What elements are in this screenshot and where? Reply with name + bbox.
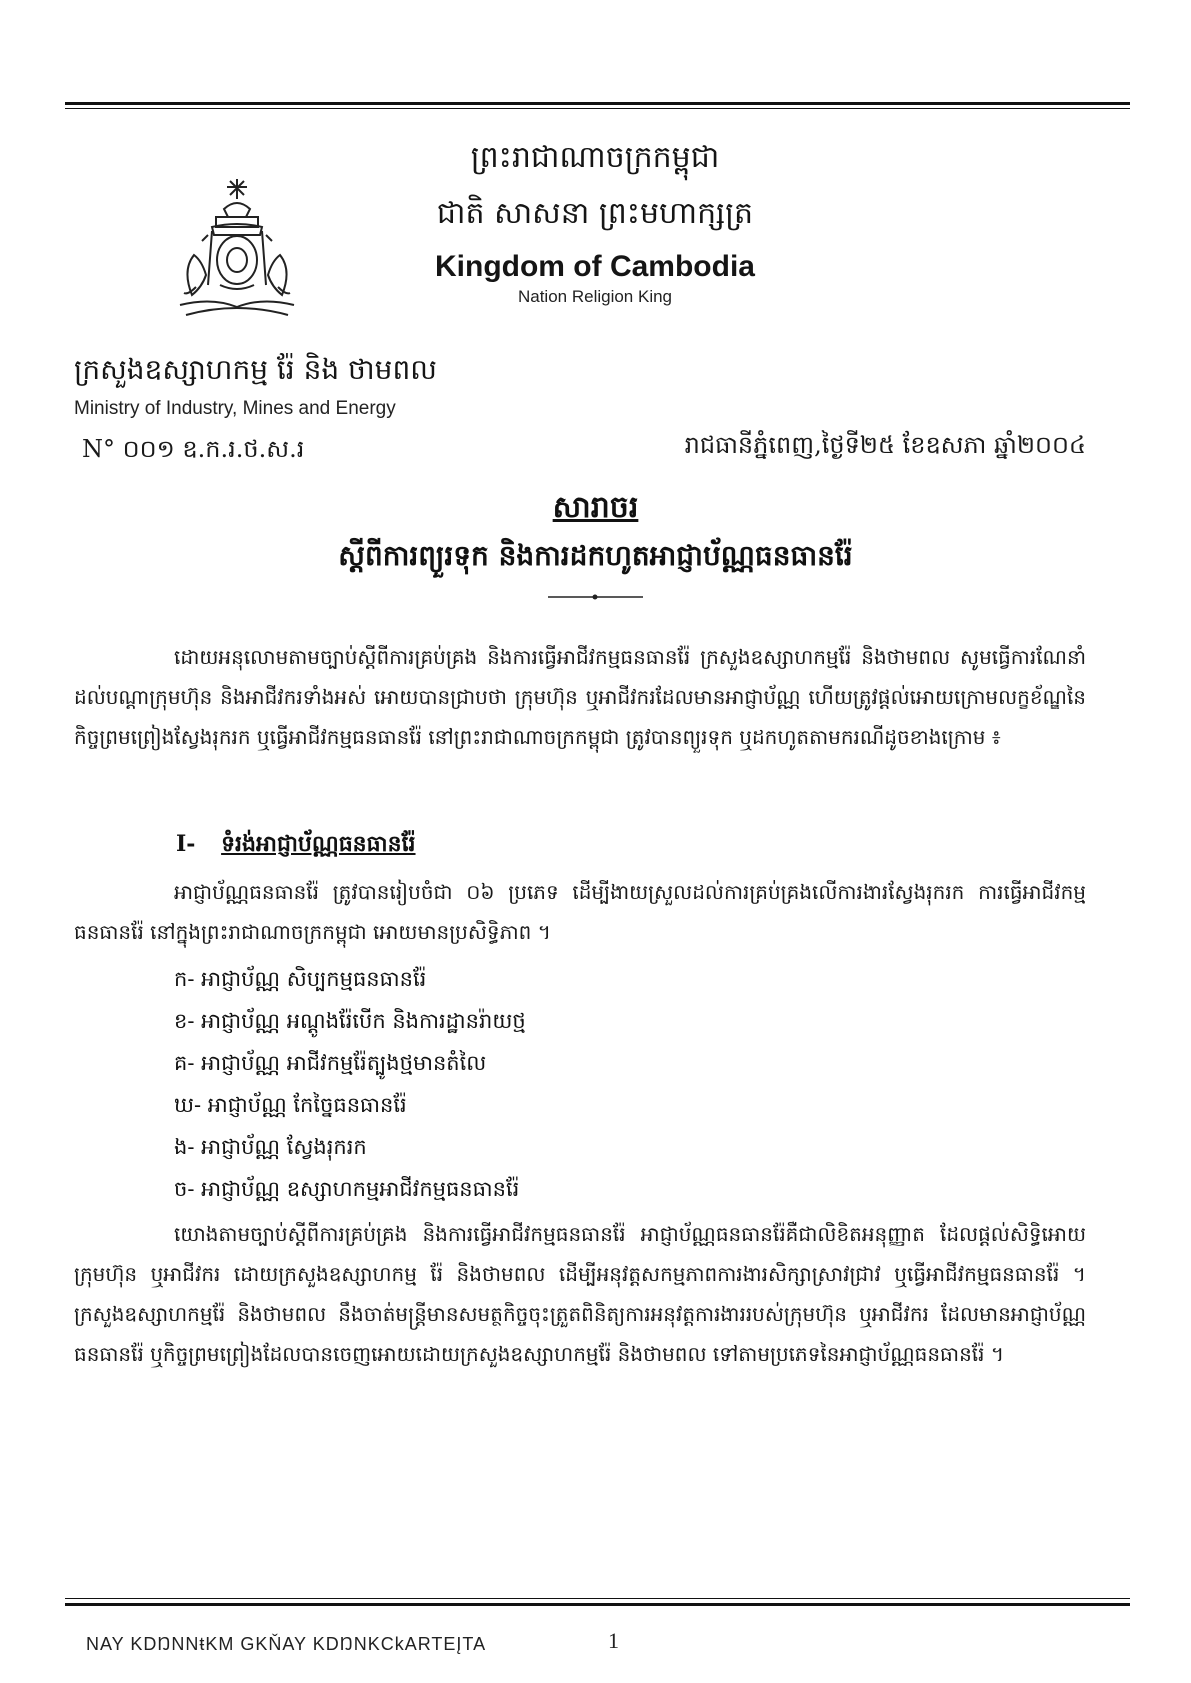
section-paragraph: អាជ្ញាប័ណ្ណធនធានរ៉ែ ត្រូវបានរៀបចំជា ០៦ ប្រភេទ ដើម្បីងាយស្រួលដល់ការគ្រប់គ្រងលើការងារស្វែងរុករក ការធ្វើអាជីវកម្មធនធានរ៉ែ នៅក្នុងព្រះរាជាណាចក្រកម្ពុជា អោយមានប្រសិទ្ធិភាព ។	[74, 880, 1086, 944]
top-rule-thin	[65, 108, 1130, 109]
section-heading	[176, 830, 416, 862]
document-title: សារាចរ	[552, 490, 639, 525]
list-item: ក- អាជ្ញាប័ណ្ណ សិប្បកម្មធនធានរ៉ែ	[174, 967, 427, 991]
list-item: គ- អាជ្ញាប័ណ្ណ អាជីវកម្មរ៉ែត្បូងថ្មមានតំលៃ	[174, 1051, 487, 1075]
list-item: ច- អាជ្ញាប័ណ្ណ ឧស្សាហកម្មអាជីវកម្មធនធានរ៉ែ	[174, 1177, 520, 1201]
reference-number: N° ០០១ ឧ.ក.រ.ថ.ស.រ	[82, 435, 305, 463]
bottom-rule	[65, 1603, 1130, 1606]
page-number: 1	[608, 1628, 619, 1653]
royal-emblem	[172, 175, 302, 325]
license-type-list	[174, 958, 526, 1210]
date-line: រាជធានីភ្នំពេញ,ថ្ងៃទី២៥ ខែឧសភា ឆ្នាំ២០០៤	[684, 431, 1086, 459]
section-title: ទំរង់អាជ្ញាប័ណ្ណធនធានរ៉ែ	[221, 831, 416, 857]
top-rule	[65, 102, 1130, 105]
bottom-rule-thin	[65, 1598, 1130, 1599]
kingdom-title-km: ព្រះរាជាណាចក្រកម្ពុជា	[470, 140, 720, 175]
kingdom-title-en: Kingdom of Cambodia	[435, 250, 755, 283]
closing-paragraph: យោងតាមច្បាប់ស្តីពីការគ្រប់គ្រង និងការធ្វើអាជីវកម្មធនធានរ៉ែ អាជ្ញាប័ណ្ណធនធានរ៉ែគឺជាលិខិតអនុញ្ញាត ដែលផ្តល់សិទ្ធិអោយក្រុមហ៊ុន ឬអាជីវករ ដោយក្រសួងឧស្សាហកម្ម រ៉ែ និងថាមពល ដើម្បីអនុវត្តសកម្មភាពការងារសិក្សាស្រាវជ្រាវ ឬធ្វើអាជីវកម្មធនធានរ៉ែ ។ ក្រសួងឧស្សាហកម្មរ៉ែ និងថាមពល នឹងចាត់មន្ត្រីមានសមត្ថកិច្ចចុះត្រួតពិនិត្យការអនុវត្តការងាររបស់ក្រុមហ៊ុន ឬអាជីវករ ដែលមានអាជ្ញាប័ណ្ណធនធានរ៉ែ ឬកិច្ចព្រមព្រៀងដែលបានចេញអោយដោយក្រសួងឧស្សាហកម្មរ៉ែ និងថាមពល ទៅតាមប្រភេទនៃអាជ្ញាប័ណ្ណធនធានរ៉ែ ។	[74, 1222, 1086, 1366]
title-ornament	[548, 592, 643, 602]
document-subtitle: ស្តីពីការព្យួរទុក និងការដកហូតអាជ្ញាប័ណ្ណធនធានរ៉ែ	[338, 539, 853, 572]
ministry-name-km: ក្រសួងឧស្សាហកម្ម រ៉ែ និង ថាមពល	[74, 353, 437, 386]
section-number: I-	[176, 831, 196, 857]
motto-km: ជាតិ សាសនា ព្រះមហាក្សត្រ	[436, 196, 754, 231]
motto-en: Nation Religion King	[517, 287, 673, 306]
list-item: ឃ- អាជ្ញាប័ណ្ណ កែច្នៃធនធានរ៉ែ	[174, 1093, 407, 1117]
ministry-name-en: Ministry of Industry, Mines and Energy	[74, 398, 396, 419]
footer-text: NAY KDŊNNŧKM GKŇAY KDŊNKCkARTEĮTA	[86, 1634, 487, 1654]
intro-paragraph: ដោយអនុលោមតាមច្បាប់ស្តីពីការគ្រប់គ្រង និងការធ្វើអាជីវកម្មធនធានរ៉ែ ក្រសួងឧស្សាហកម្មរ៉ែ និងថាមពល សូមធ្វើការណែនាំដល់បណ្តាក្រុមហ៊ុន និងអាជីវករទាំងអស់ អោយបានជ្រាបថា ក្រុមហ៊ុន ឬអាជីវករដែលមានអាជ្ញាប័ណ្ណ ហើយត្រូវផ្តល់អោយក្រោមលក្ខខ័ណ្ឌនៃកិច្ចព្រមព្រៀងស្វែងរុករក ឬធ្វើអាជីវកម្មធនធានរ៉ែ នៅព្រះរាជាណាចក្រកម្ពុជា ត្រូវបានព្យួរទុក ឬដកហូតតាមករណីដូចខាងក្រោម ៖	[74, 645, 1086, 749]
list-item: ខ- អាជ្ញាប័ណ្ណ អណ្តូងរ៉ែបើក និងការដ្ឋានរ៉ាយថ្ម	[174, 1009, 526, 1033]
list-item: ង- អាជ្ញាប័ណ្ណ ស្វែងរុករក	[174, 1135, 367, 1159]
